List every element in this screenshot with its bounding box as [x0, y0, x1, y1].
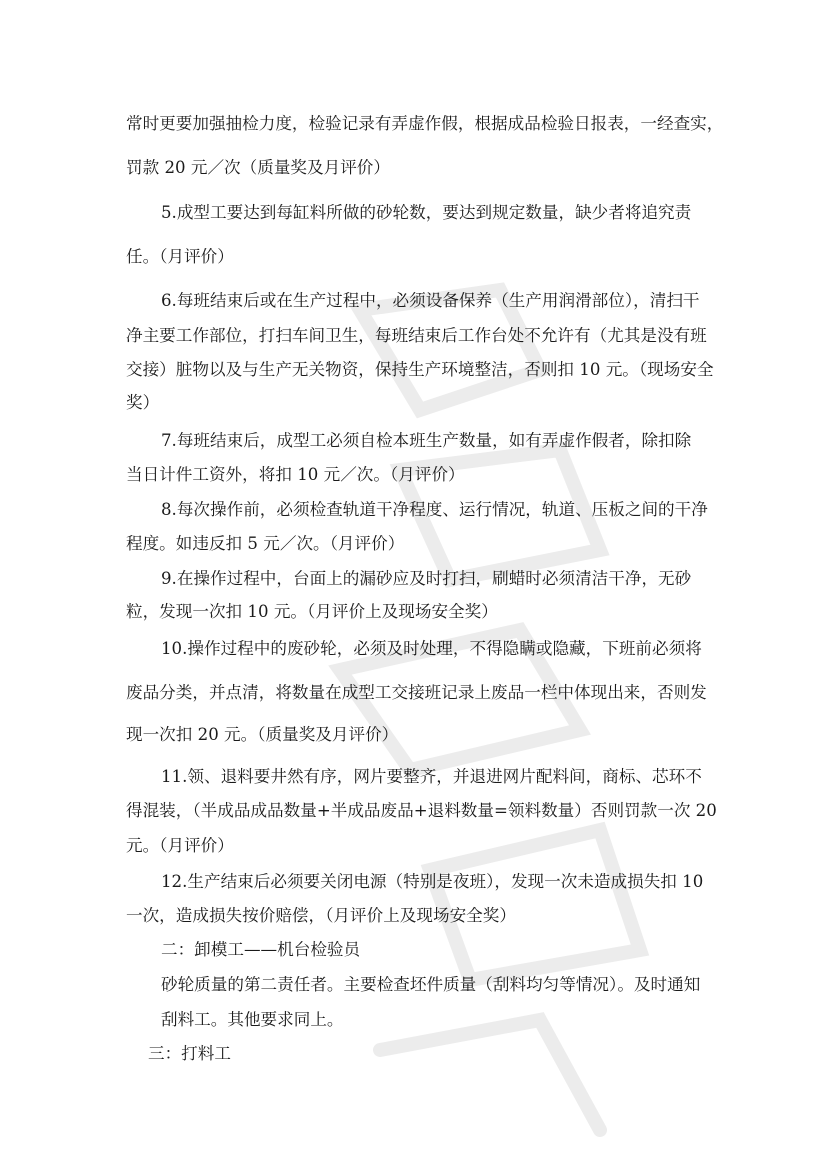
- text-line: 罚款 20 元／次（质量奖及月评价）: [126, 158, 390, 177]
- text-line: 现一次扣 20 元。（质量奖及月评价）: [126, 725, 399, 744]
- text-line: 交接）脏物以及与生产无关物资，保持生产环境整洁，否则扣 10 元。（现场安全: [126, 360, 714, 379]
- text-line: 当日计件工资外，将扣 10 元／次。（月评价）: [126, 465, 465, 484]
- text-line: 砂轮质量的第二责任者。主要检查坯件质量（刮料均匀等情况）。及时通知: [161, 975, 701, 994]
- text-line: 一次，造成损失按价赔偿，（月评价上及现场安全奖）: [126, 906, 516, 925]
- text-line: 6.每班结束后或在生产过程中，必须设备保养（生产用润滑部位），清扫干: [161, 291, 700, 310]
- text-line: 12.生产结束后必须要关闭电源（特别是夜班），发现一次未造成损失扣 10: [161, 872, 704, 891]
- text-line: 净主要工作部位，打扫车间卫生，每班结束后工作台处不允许有（尤其是没有班: [126, 326, 707, 345]
- section-heading: 二：卸模工——机台检验员: [161, 940, 361, 959]
- text-line: 粒，发现一次扣 10 元。（月评价上及现场安全奖）: [126, 602, 498, 621]
- text-line: 5.成型工要达到每缸料所做的砂轮数，要达到规定数量，缺少者将追究责: [161, 203, 692, 222]
- text-line: 程度。如违反扣 5 元／次。（月评价）: [126, 534, 405, 553]
- text-line: 11.领、退料要井然有序，网片要整齐，并退进网片配料间，商标、芯环不: [161, 767, 702, 786]
- text-line: 8.每次操作前，必须检查轨道干净程度、运行情况，轨道、压板之间的干净: [161, 500, 708, 519]
- text-line: 任。（月评价）: [126, 247, 234, 266]
- text-line: 元。（月评价）: [126, 836, 234, 855]
- text-line: 刮料工。其他要求同上。: [161, 1010, 344, 1029]
- section-heading: 三：打料工: [148, 1044, 231, 1063]
- text-line: 得混装，（半成品成品数量+半成品废品+退料数量=领料数量）否则罚款一次 20: [126, 801, 717, 820]
- text-line: 10.操作过程中的废砂轮，必须及时处理，不得隐瞒或隐藏，下班前必须将: [161, 639, 702, 658]
- text-line: 常时更要加强抽检力度，检验记录有弄虚作假，根据成品检验日报表，一经查实，: [126, 114, 724, 133]
- text-line: 废品分类，并点清，将数量在成型工交接班记录上废品一栏中体现出来，否则发: [126, 683, 707, 702]
- text-line: 7.每班结束后，成型工必须自检本班生产数量，如有弄虚作假者，除扣除: [161, 431, 692, 450]
- text-line: 9.在操作过程中，台面上的漏砂应及时打扫，刷蜡时必须清洁干净，无砂: [161, 569, 692, 588]
- text-line: 奖）: [126, 393, 160, 412]
